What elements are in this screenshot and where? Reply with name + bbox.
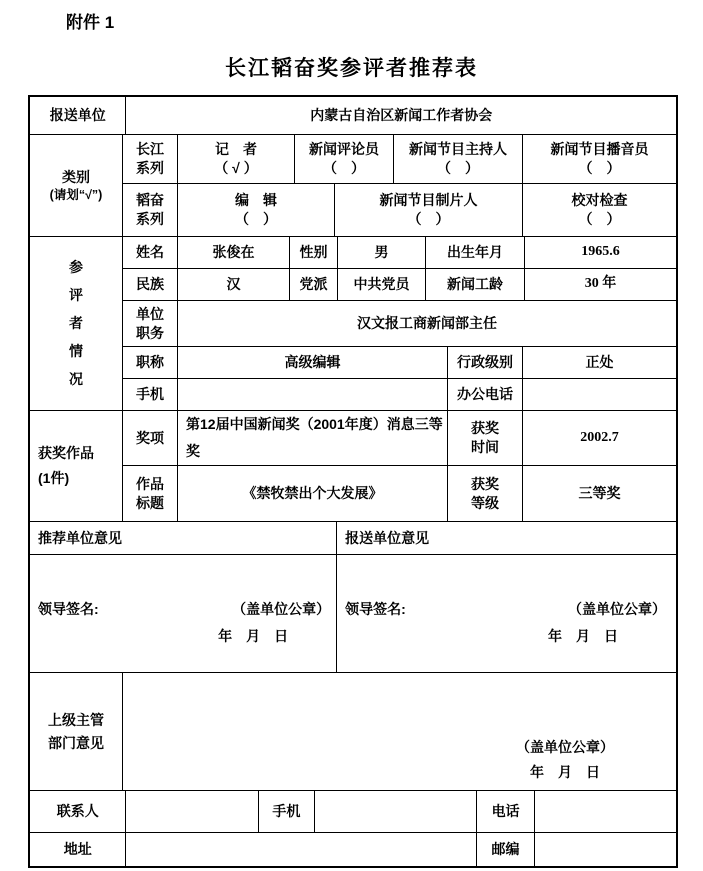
- prize-label: 奖项: [123, 411, 178, 466]
- attachment-label: 附件 1: [66, 13, 115, 32]
- service-label: 新闻工龄: [426, 269, 525, 301]
- category-row-changjiang: [123, 135, 676, 184]
- report-opinion-cell: [337, 555, 676, 673]
- admin-value: 正处: [523, 347, 676, 379]
- report-opinion-label: 报送单位意见: [337, 522, 676, 555]
- option-producer: 新闻节目制片人 （ ）: [335, 184, 523, 237]
- award-grade-value: 三等奖: [523, 466, 676, 522]
- contact-phone-value: [535, 791, 676, 833]
- option-announcer: 新闻节目播音员 （ ）: [523, 135, 676, 184]
- work-title-value: 《禁牧禁出个大发展》: [178, 466, 448, 522]
- recommend-opinion-cell: [30, 555, 337, 673]
- option-host: 新闻节目主持人 （ ）: [394, 135, 523, 184]
- award-time-value: 2002.7: [523, 411, 676, 466]
- seal-note: （盖单位公章）: [232, 600, 331, 617]
- award-grade-label: 获奖 等级: [448, 466, 523, 522]
- ethnic-value: 汉: [178, 269, 290, 301]
- service-value: 30 年: [525, 269, 676, 301]
- title-label: 职称: [123, 347, 178, 379]
- seal-note: （盖单位公章）: [516, 739, 614, 756]
- contact-mobile-value: [315, 791, 477, 833]
- contact-row: [30, 791, 676, 833]
- superior-opinion-block: [30, 673, 676, 791]
- office-phone-value: [523, 379, 676, 411]
- page-title: 长江韬奋奖参评者推荐表: [225, 57, 478, 80]
- work-title-row: [123, 466, 676, 522]
- date-placeholder: 年 月 日: [548, 627, 618, 644]
- checked-mark: （ √ ）: [214, 160, 258, 176]
- office-phone-label: 办公电话: [448, 379, 523, 411]
- address-value: [126, 833, 477, 866]
- name-row: [123, 237, 676, 269]
- candidate-section-label: 参 评 者 情 况: [30, 237, 123, 411]
- report-unit-row: [30, 97, 676, 135]
- category-row-taofen: [123, 184, 676, 237]
- unit-row: [123, 301, 676, 347]
- birth-label: 出生年月: [426, 237, 525, 269]
- report-unit-value: 内蒙古自治区新闻工作者协会: [126, 97, 676, 135]
- work-title-label: 作品 标题: [123, 466, 178, 522]
- recommend-opinion-label: 推荐单位意见: [30, 522, 337, 555]
- seal-note: （盖单位公章）: [568, 600, 666, 617]
- option-editor: 编 辑 （ ）: [178, 184, 335, 237]
- superior-opinion-row: [123, 673, 676, 791]
- report-unit-label: 报送单位: [30, 97, 126, 135]
- award-time-label: 获奖 时间: [448, 411, 523, 466]
- category-block: [30, 135, 676, 237]
- title-row: [123, 347, 676, 379]
- mobile-label: 手机: [123, 379, 178, 411]
- party-label: 党派: [290, 269, 338, 301]
- award-block: [30, 411, 676, 522]
- mobile-row: [123, 379, 676, 411]
- name-value: 张俊在: [178, 237, 290, 269]
- admin-label: 行政级别: [448, 347, 523, 379]
- title-value: 高级编辑: [178, 347, 448, 379]
- contact-person-label: 联系人: [30, 791, 126, 833]
- sign-label: 领导签名:: [345, 600, 406, 617]
- address-row: [30, 833, 676, 866]
- contact-person-value: [126, 791, 258, 833]
- date-placeholder: 年 月 日: [218, 627, 289, 644]
- zip-label: 邮编: [477, 833, 535, 866]
- option-reporter: 记 者 （ √ ）: [178, 135, 295, 184]
- superior-opinion-cell: [123, 673, 676, 791]
- opinions-body-row: [30, 555, 676, 673]
- contact-phone-label: 电话: [477, 791, 535, 833]
- series-label-taofen: 韬奋 系列: [123, 184, 178, 237]
- ethnic-row: [123, 269, 676, 301]
- unit-value: 汉文报工商新闻部主任: [178, 301, 676, 347]
- address-label: 地址: [30, 833, 126, 866]
- zip-value: [535, 833, 676, 866]
- award-section-label: 获奖作品 (1件): [30, 411, 123, 522]
- option-commentator: 新闻评论员 （ ）: [295, 135, 394, 184]
- prize-value: 第12届中国新闻奖（2001年度）消息三等奖: [178, 411, 448, 466]
- candidate-block: [30, 237, 676, 411]
- superior-opinion-label: 上级主管 部门意见: [30, 673, 123, 791]
- unit-label: 单位 职务: [123, 301, 178, 347]
- contact-mobile-label: 手机: [259, 791, 316, 833]
- birth-value: 1965.6: [525, 237, 676, 269]
- ethnic-label: 民族: [123, 269, 178, 301]
- recommendation-form-table: [28, 95, 678, 868]
- series-label-changjiang: 长江 系列: [123, 135, 178, 184]
- category-label: 类别 (请划“√”): [30, 135, 123, 237]
- mobile-value: [178, 379, 448, 411]
- prize-row: [123, 411, 676, 466]
- party-value: 中共党员: [338, 269, 426, 301]
- gender-label: 性别: [290, 237, 338, 269]
- date-placeholder: 年 月 日: [530, 764, 600, 781]
- gender-value: 男: [338, 237, 426, 269]
- opinions-header-row: [30, 522, 676, 555]
- option-proofreader: 校对检查 （ ）: [523, 184, 676, 237]
- sign-label: 领导签名:: [38, 600, 99, 617]
- name-label: 姓名: [123, 237, 178, 269]
